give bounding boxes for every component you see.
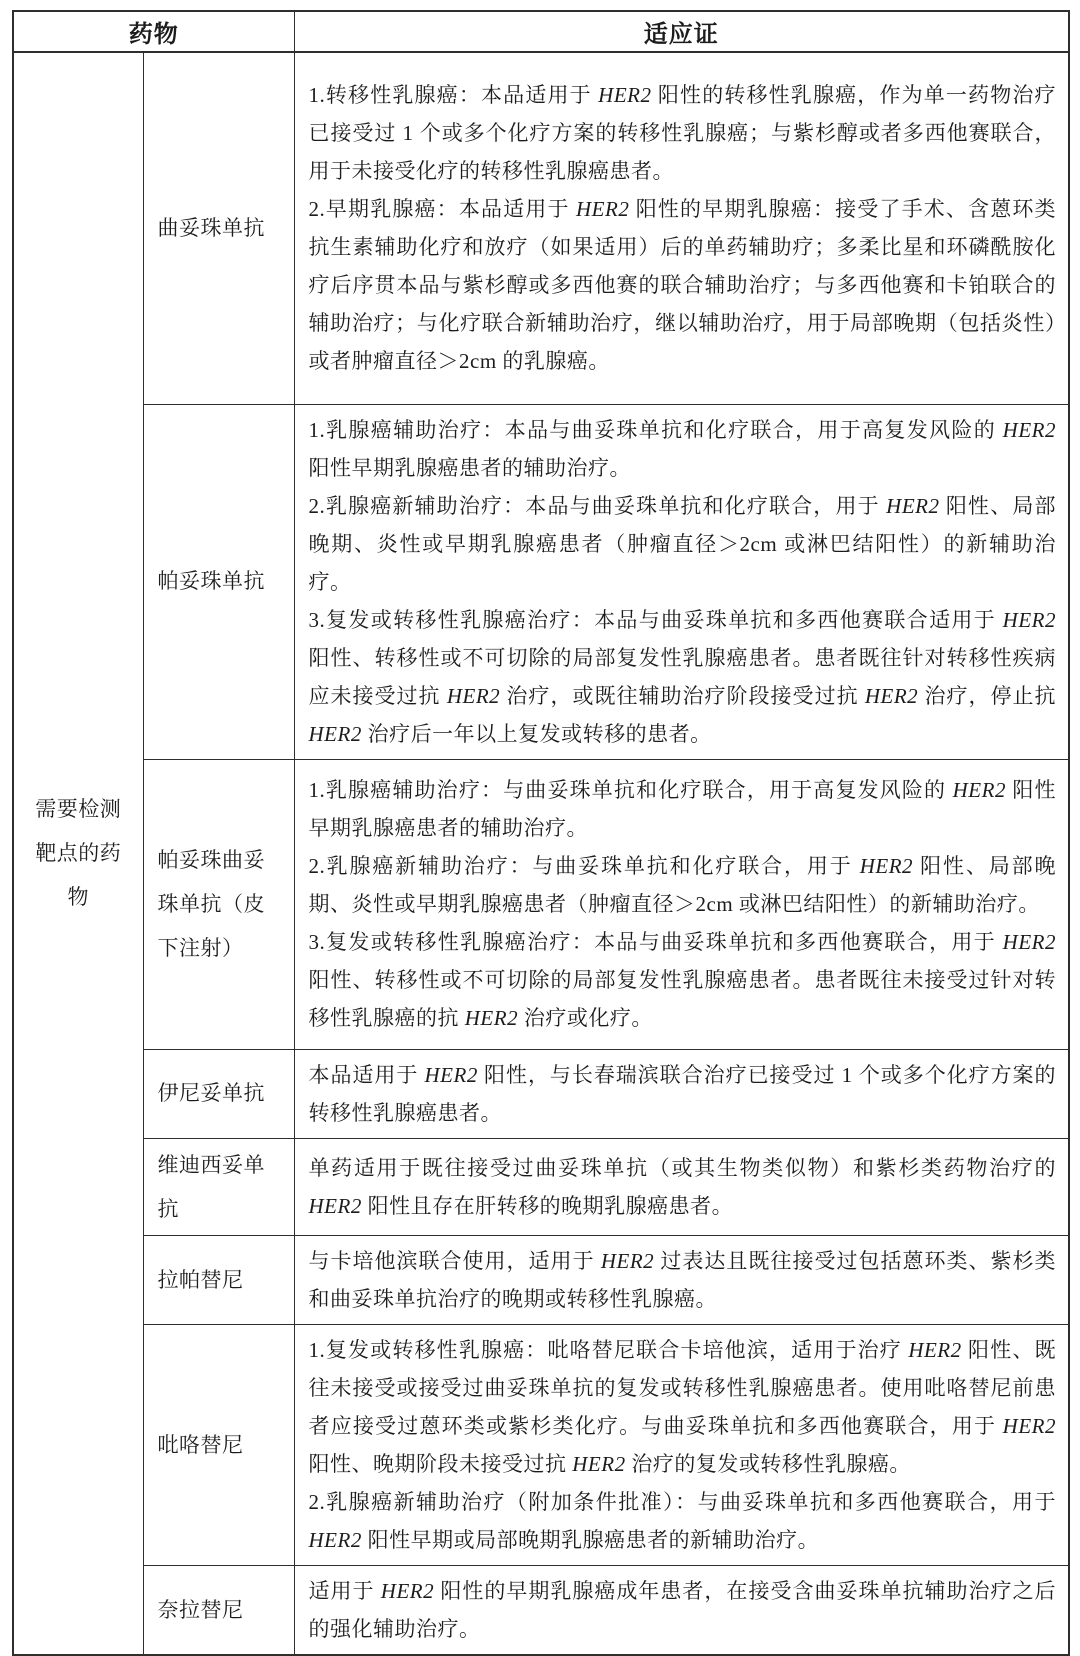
table-row [13,1324,1069,1565]
drug-name-cell [143,1324,294,1565]
indication-paragraph: 2.乳腺癌新辅助治疗：与曲妥珠单抗和化疗联合，用于 HER2 阳性、局部晚期、炎性或早期乳腺癌患者（肿瘤直径＞2cm 或淋巴结阳性）的新辅助治疗。 [308,854,1057,916]
table-row [13,1138,1069,1235]
indication-paragraph: 3.复发或转移性乳腺癌治疗：本品与曲妥珠单抗和多西他赛联合适用于 HER2 阳性、转移性或不可切除的局部复发性乳腺癌患者。患者既往针对转移性疾病应未接受过抗 HER2 治疗，或既往辅助治疗阶段接受过抗 HER2 治疗，停止抗 HER2 治疗后一年以上复发或转移的患者。 [308,607,1057,746]
drug-name: 曲妥珠单抗 [157,216,265,241]
indication-cell [294,1235,1069,1324]
indication-paragraph: 2.乳腺癌新辅助治疗（附加条件批准）：与曲妥珠单抗和多西他赛联合，用于 HER2 阳性早期或局部晚期乳腺癌患者的新辅助治疗。 [308,1489,1056,1552]
table-row [13,1049,1069,1138]
drug-name-cell [143,404,294,759]
indication-cell [294,1138,1069,1235]
drug-name-cell [143,1235,294,1324]
indication-paragraph: 2.乳腺癌新辅助治疗：本品与曲妥珠单抗和化疗联合，用于 HER2 阳性、局部晚期、炎性或早期乳腺癌患者（肿瘤直径＞2cm 或淋巴结阳性）的新辅助治疗。 [308,493,1057,594]
indication-cell [294,1565,1069,1655]
indication-cell [294,1324,1069,1565]
indication-paragraph: 单药适用于既往接受过曲妥珠单抗（或其生物类似物）和紫杉类药物治疗的 HER2 阳性且存在肝转移的晚期乳腺癌患者。 [308,1155,1056,1218]
table-header-row [13,11,1069,52]
drug-name: 帕妥珠单抗 [157,569,265,594]
table-row [13,1235,1069,1324]
indication-paragraph: 1.复发或转移性乳腺癌：吡咯替尼联合卡培他滨，适用于治疗 HER2 阳性、既往未接受或接受过曲妥珠单抗的复发或转移性乳腺癌患者。使用吡咯替尼前患者应接受过蒽环类或紫杉类化疗。与曲妥珠单抗和多西他赛联合，用于 HER2 阳性、晚期阶段未接受过抗 HER2 治疗的复发或转移性乳腺癌。 [308,1337,1057,1476]
indication-cell [294,1049,1069,1138]
table-row [13,52,1069,404]
table-row [13,404,1069,759]
drug-indication-table [12,10,1070,1656]
indication-cell [294,759,1069,1049]
indication-paragraph: 本品适用于 HER2 阳性，与长春瑞滨联合治疗已接受过 1 个或多个化疗方案的转移性乳腺癌患者。 [308,1062,1057,1125]
drug-name-cell [143,1138,294,1235]
indication-paragraph: 3.复发或转移性乳腺癌治疗：本品与曲妥珠单抗和多西他赛联合，用于 HER2 阳性、转移性或不可切除的局部复发性乳腺癌患者。患者既往未接受过针对转移性乳腺癌的抗 HER2 治疗或化疗。 [308,930,1056,1030]
indication-paragraph: 1.乳腺癌辅助治疗：本品与曲妥珠单抗和化疗联合，用于高复发风险的 HER2 阳性早期乳腺癌患者的辅助治疗。 [308,417,1056,480]
indication-paragraph: 1.转移性乳腺癌：本品适用于 HER2 阳性的转移性乳腺癌，作为单一药物治疗已接受过 1 个或多个化疗方案的转移性乳腺癌；与紫杉醇或者多西他赛联合，用于未接受化疗的转移性乳腺癌患者。 [308,83,1057,184]
header-drug-column: 药物 [13,11,294,52]
table-row [13,759,1069,1049]
drug-name: 奈拉替尼 [157,1597,244,1622]
indication-cell [294,404,1069,759]
table-row [13,1565,1069,1655]
header-indication-column: 适应证 [294,11,1069,52]
indication-paragraph: 1.乳腺癌辅助治疗：与曲妥珠单抗和化疗联合，用于高复发风险的 HER2 阳性早期乳腺癌患者的辅助治疗。 [308,778,1057,840]
indication-paragraph: 2.早期乳腺癌：本品适用于 HER2 阳性的早期乳腺癌：接受了手术、含蒽环类抗生素辅助化疗和放疗（如果适用）后的单药辅助疗；多柔比星和环磷酰胺化疗后序贯本品与紫杉醇或多西他赛的联合辅助治疗；与多西他赛和卡铂联合的辅助治疗；与化疗联合新辅助治疗，继以辅助治疗，用于局部晚期（包括炎性）或者肿瘤直径＞2cm 的乳腺癌。 [308,197,1056,374]
row-group-cell [13,52,143,1655]
drug-name-cell [143,1565,294,1655]
drug-name-cell [143,52,294,404]
drug-name-cell [143,759,294,1049]
drug-name: 伊尼妥单抗 [157,1081,265,1106]
indication-paragraph: 与卡培他滨联合使用，适用于 HER2 过表达且既往接受过包括蒽环类、紫杉类和曲妥珠单抗治疗的晚期或转移性乳腺癌。 [308,1248,1057,1311]
drug-name: 吡咯替尼 [157,1432,244,1457]
drug-name: 维迪西妥单抗 [157,1152,265,1221]
drug-name-cell [143,1049,294,1138]
drug-name: 帕妥珠曲妥珠单抗（皮下注射） [157,847,265,961]
row-group-label: 需要检测靶点的药物 [35,797,122,910]
indication-paragraph: 适用于 HER2 阳性的早期乳腺癌成年患者，在接受含曲妥珠单抗辅助治疗之后的强化辅助治疗。 [308,1578,1057,1641]
drug-name: 拉帕替尼 [157,1267,244,1292]
indication-cell [294,52,1069,404]
